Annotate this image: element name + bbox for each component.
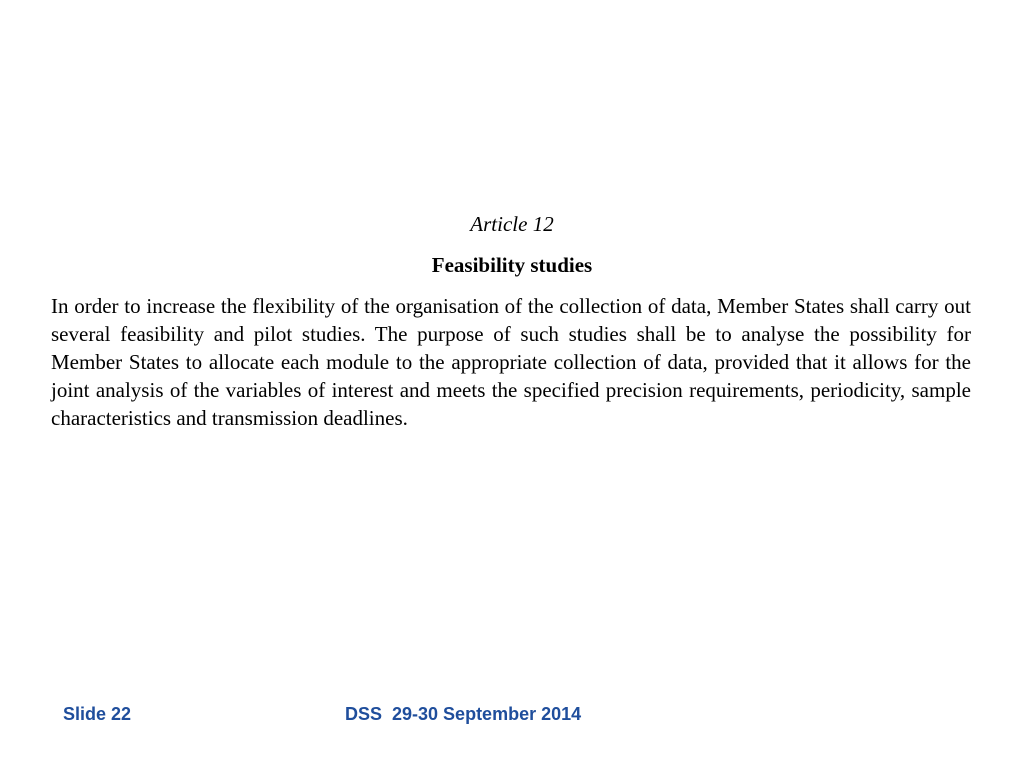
article-title: Feasibility studies [431,253,593,277]
article-body: In order to increase the flexibility of the organisation of the collection of data, Member States shall carry out several feasibility and pilot studies. The purpose of such studies shall be to analyse the possibility for Member States to allocate each module to the appropriate collection of data, provided that it allows for the joint analysis of the variables of interest and meets the specified precision requirements, periodicity, sample characteristics and transmission deadlines. [51,294,971,430]
footer-event-date: DSS 29-30 September 2014 [345,704,582,724]
article-number: Article 12 [470,212,554,236]
footer-slide-number: Slide 22 [63,704,132,724]
